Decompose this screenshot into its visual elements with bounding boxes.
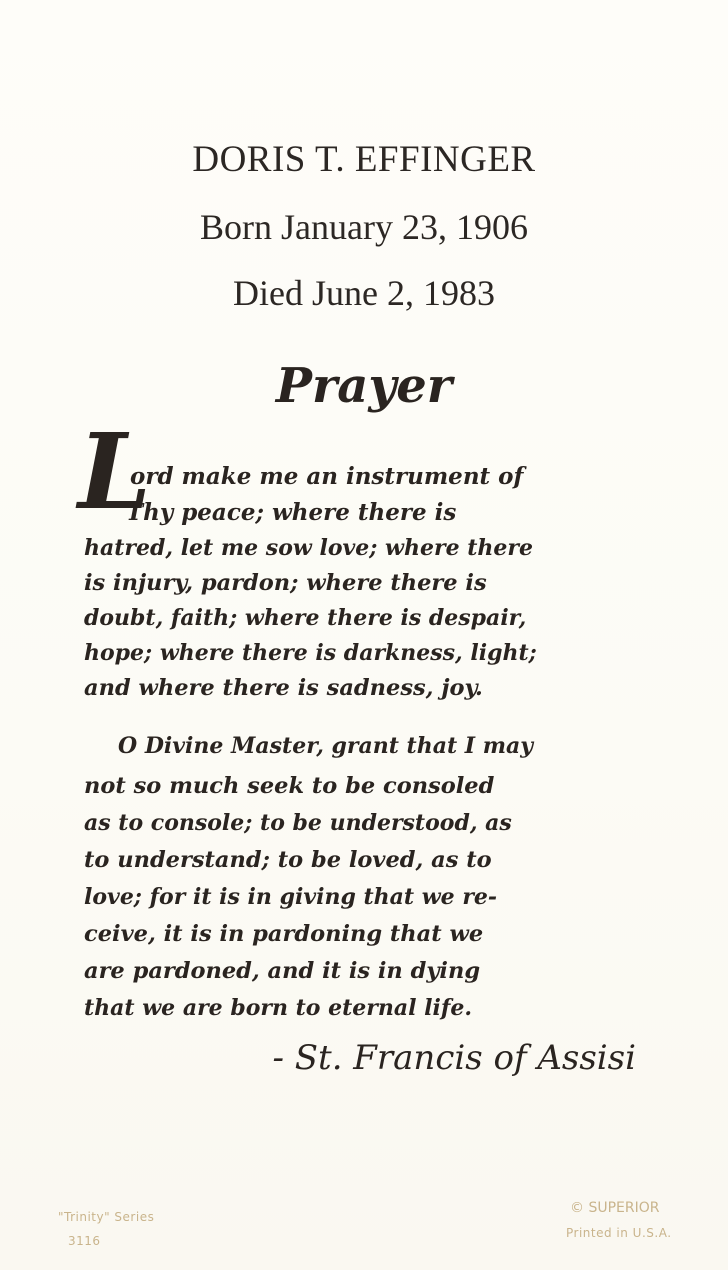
birth-date: Born January 23, 1906 (200, 207, 528, 247)
publisher-logo: © SUPERIOR (570, 1200, 660, 1216)
prayer-line: Thy peace; where there is (126, 499, 457, 526)
prayer-line: ord make me an instrument of (130, 463, 524, 490)
prayer-attribution: - St. Francis of Assisi (272, 1038, 636, 1078)
printed-in-label: Printed in U.S.A. (566, 1226, 672, 1240)
prayer-line: to understand; to be loved, as to (84, 847, 492, 873)
series-label: "Trinity" Series (58, 1210, 155, 1224)
prayer-dropcap: L (78, 410, 152, 533)
prayer-line: love; for it is in giving that we re- (84, 884, 498, 910)
prayer-line: as to console; to be understood, as (84, 810, 512, 836)
prayer-line: that we are born to eternal life. (84, 995, 472, 1021)
prayer-line: hope; where there is darkness, light; (84, 640, 537, 666)
deceased-name: DORIS T. EFFINGER (192, 139, 536, 180)
prayer-title: Prayer (275, 358, 453, 414)
prayer-line: O Divine Master, grant that I may (118, 733, 534, 759)
prayer-line: doubt, faith; where there is despair, (84, 605, 527, 631)
series-number: 3116 (68, 1234, 101, 1248)
prayer-line: and where there is sadness, joy. (84, 675, 483, 701)
prayer-line: not so much seek to be consoled (84, 773, 495, 799)
prayer-line: is injury, pardon; where there is (84, 570, 487, 596)
prayer-line: are pardoned, and it is in dying (84, 958, 481, 984)
prayer-line: hatred, let me sow love; where there (84, 535, 533, 561)
prayer-line: ceive, it is in pardoning that we (84, 921, 484, 947)
death-date: Died June 2, 1983 (233, 273, 495, 313)
